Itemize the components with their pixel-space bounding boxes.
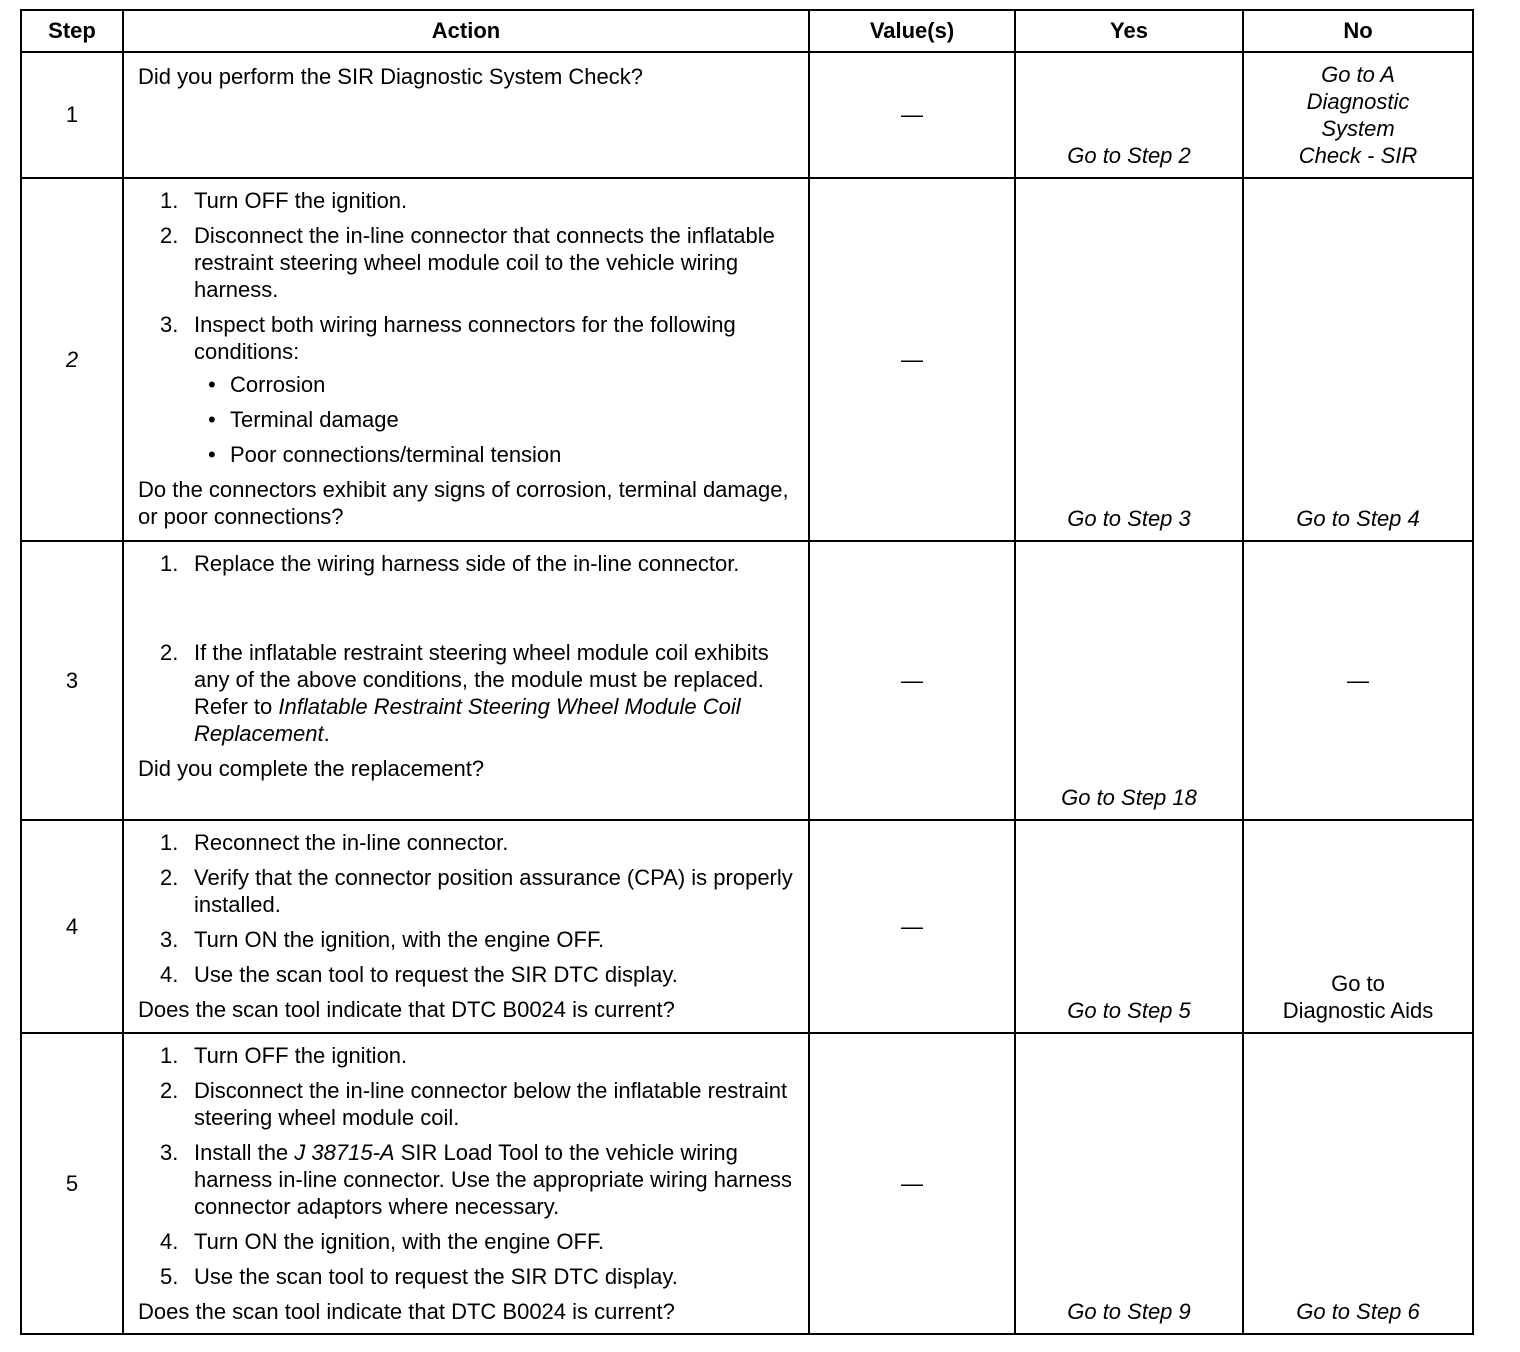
value-cell: — (809, 1033, 1015, 1334)
table-row (21, 178, 1473, 541)
action-steps (138, 550, 798, 747)
condition-list (194, 371, 798, 468)
table-row (21, 1033, 1473, 1334)
header-step: Step (21, 10, 123, 52)
step-number: 1 (21, 52, 123, 178)
condition-item: • Corrosion (194, 371, 798, 398)
tool-reference: J 38715-A (294, 1140, 395, 1165)
step-number: 5 (21, 1033, 123, 1334)
yes-cell: Go to Step 5 (1015, 820, 1243, 1033)
header-values: Value(s) (809, 10, 1015, 52)
action-step: 4. Use the scan tool to request the SIR DTC display. (160, 962, 678, 987)
step-number: 3 (21, 541, 123, 820)
value-cell: — (809, 178, 1015, 541)
action-steps (138, 187, 798, 468)
question-text: Did you perform the SIR Diagnostic System Check? (138, 64, 643, 89)
no-cell: Go to Step 4 (1243, 178, 1473, 541)
action-cell (123, 1033, 809, 1334)
diagnostic-table (20, 9, 1474, 1335)
action-cell (123, 820, 809, 1033)
no-line: System (1321, 116, 1395, 141)
value-cell: — (809, 820, 1015, 1033)
yes-cell: Go to Step 2 (1015, 52, 1243, 178)
action-step: 1. Turn OFF the ignition. (160, 188, 408, 213)
reference-link: Inflatable Restraint Steering Wheel Module Coil Replacement (194, 694, 741, 746)
action-step: 3. Install the J 38715-A SIR Load Tool to the vehicle wiring harness in-line connector. Use the appropriate wiring harness connector adaptors where necessary. (160, 1140, 792, 1219)
value-cell: — (809, 541, 1015, 820)
action-step: 1. Reconnect the in-line connector. (160, 830, 509, 855)
no-line: Check - SIR (1298, 143, 1418, 168)
action-steps (138, 1042, 798, 1290)
no-cell: Go to Step 6 (1243, 1033, 1473, 1334)
header-no: No (1243, 10, 1473, 52)
step-number: 2 (21, 178, 123, 541)
header-yes: Yes (1015, 10, 1243, 52)
question-text: Do the connectors exhibit any signs of corrosion, terminal damage, or poor connections? (138, 477, 789, 529)
action-step: 4. Turn ON the ignition, with the engine OFF. (160, 1229, 605, 1254)
condition-item: • Poor connections/terminal tension (194, 441, 798, 468)
table-row (21, 52, 1473, 178)
value-cell: — (809, 52, 1015, 178)
action-step: 5. Use the scan tool to request the SIR DTC display. (160, 1264, 678, 1289)
yes-cell: Go to Step 18 (1015, 541, 1243, 820)
header-action: Action (123, 10, 809, 52)
table-row (21, 820, 1473, 1033)
action-cell (123, 178, 809, 541)
no-line: Diagnostic (1306, 89, 1410, 114)
yes-cell: Go to Step 3 (1015, 178, 1243, 541)
table-row (21, 541, 1473, 820)
action-step: 3. Turn ON the ignition, with the engine OFF. (160, 927, 605, 952)
action-step: 1. Replace the wiring harness side of the in-line connector. (160, 551, 740, 576)
action-cell (123, 52, 809, 178)
question-text: Did you complete the replacement? (138, 756, 485, 781)
action-step: 2. Disconnect the in-line connector that connects the inflatable restraint steering wheel module coil to the vehicle wiring harness. (160, 223, 775, 302)
action-cell (123, 541, 809, 820)
no-link: A (1380, 62, 1395, 87)
action-step: 2. If the inflatable restraint steering wheel module coil exhibits any of the above conditions, the module must be replaced. Refer to Inflatable Restraint Steering Wheel Module Coil Replacement. (160, 640, 769, 746)
action-step: 1. Turn OFF the ignition. (160, 1043, 408, 1068)
header-row (21, 10, 1473, 52)
no-line (1250, 61, 1466, 88)
action-steps (138, 829, 798, 988)
no-cell: — (1243, 541, 1473, 820)
no-line: Go to (1331, 971, 1385, 996)
action-step: 2. Disconnect the in-line connector below the inflatable restraint steering wheel module coil. (160, 1078, 788, 1130)
action-step: 3. Inspect both wiring harness connectors for the following conditions: • Corrosion • Terminal damage • Poor connections/terminal tension (138, 311, 798, 468)
no-line: Diagnostic Aids (1282, 998, 1434, 1023)
condition-item: • Terminal damage (194, 406, 798, 433)
question-text: Does the scan tool indicate that DTC B0024 is current? (138, 997, 675, 1022)
no-text: Go to (1321, 62, 1381, 87)
step-number: 4 (21, 820, 123, 1033)
no-cell (1243, 820, 1473, 1033)
question-text: Does the scan tool indicate that DTC B0024 is current? (138, 1299, 675, 1324)
yes-cell: Go to Step 9 (1015, 1033, 1243, 1334)
no-cell (1243, 52, 1473, 178)
action-step: 2. Verify that the connector position assurance (CPA) is properly installed. (160, 865, 793, 917)
